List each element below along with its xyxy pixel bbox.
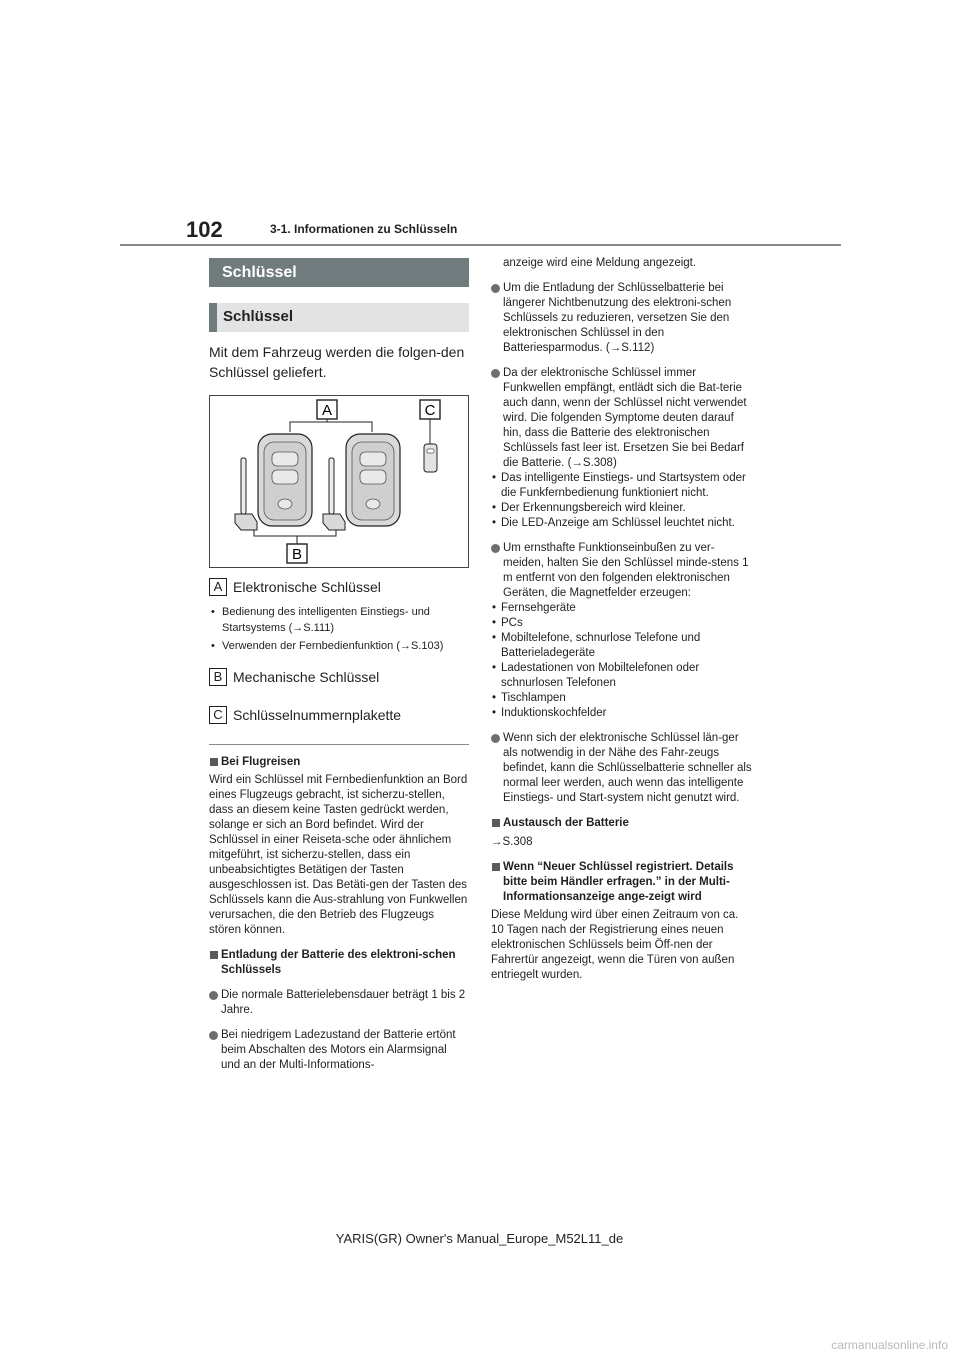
intro-text: Mit dem Fahrzeug werden die folgen-den Schlüssel geliefert.: [209, 344, 465, 380]
electronic-key-2: [346, 434, 400, 526]
right-dot-1: Um die Entladung der Schlüsselbatterie bei längerer Nichtbenutzung des elektroni-schen Schlüssels zu reduzieren, versetzen Sie den elektronischen Schlüssel in den Batteriesparmodus. (→S.112): [491, 281, 753, 356]
chapter-title: 3-1. Informationen zu Schlüsseln: [270, 222, 458, 236]
electronic-key-1: [258, 434, 312, 526]
legend-b-letter: B: [209, 668, 227, 686]
new-key-heading: Wenn “Neuer Schlüssel registriert. Details bitte beim Händler erfragen.” in der Multi-Informationsanzeige ange-zeigt wird: [491, 860, 753, 905]
device-list: [491, 601, 753, 721]
mechanical-key-1: [235, 458, 257, 530]
keys-illustration: [210, 396, 468, 567]
new-key-text: Diese Meldung wird über einen Zeitraum von ca. 10 Tagen nach der Registrierung eines neuen elektronischen Schlüssels beim Öff-nen der Fahrertür angezeigt, wenn die Türen von außen entriegelt wurden.: [491, 909, 739, 981]
figure-label-b-text: B: [291, 546, 303, 563]
list-item: • Tischlampen: [491, 691, 753, 706]
list-item: • Die LED-Anzeige am Schlüssel leuchtet nicht.: [491, 516, 753, 531]
key-number-plate: [424, 444, 437, 472]
legend-c-letter: C: [209, 706, 227, 724]
legend-a-bullets: [209, 604, 469, 654]
list-item: • Ladestationen von Mobiltelefonen oder schnurlosen Telefonen: [491, 661, 753, 691]
subsection-title: Schlüssel: [209, 303, 469, 332]
watermark: carmanualsonline.info: [831, 1338, 948, 1352]
figure-label-a-text: A: [321, 402, 333, 419]
right-dot-3: Um ernsthafte Funktionseinbußen zu ver-meiden, halten Sie den Schlüssel minde-stens 1 m entfernt von den folgenden elektronischen Geräten, die Magnetfelder erzeugen:: [491, 541, 753, 601]
list-item: • Das intelligente Einstiegs- und Startsystem oder die Funkfernbedienung funktioniert nicht.: [491, 471, 753, 501]
list-item: • Verwenden der Fernbedienfunktion (→S.103): [209, 638, 469, 654]
figure-label-c: [420, 400, 440, 419]
mechanical-key-2: [323, 458, 345, 530]
right-column: [491, 256, 753, 983]
left-column: [209, 258, 469, 1073]
footer: [0, 1231, 960, 1246]
figure-label-a: [317, 400, 337, 419]
page-number: 102: [186, 217, 223, 242]
section-divider: [209, 744, 469, 745]
list-item: • Der Erkennungsbereich wird kleiner.: [491, 501, 753, 516]
legend-c: [209, 706, 469, 724]
symptom-list: [491, 471, 753, 531]
replace-heading: Austausch der Batterie: [491, 816, 753, 831]
legend-a: [209, 578, 469, 596]
continued-text: anzeige wird eine Meldung angezeigt.: [503, 257, 697, 269]
list-item: • PCs: [491, 616, 753, 631]
figure-label-c-text: C: [424, 402, 436, 419]
list-item: • Bedienung des intelligenten Einstiegs- und Startsystems (→S.111): [209, 604, 469, 636]
legend-c-text: Schlüsselnummernplakette: [233, 707, 402, 723]
list-item: • Mobiltelefone, schnurlose Telefone und Batterieladegeräte: [491, 631, 753, 661]
key-figure: [209, 395, 469, 568]
battery-heading: Entladung der Batterie des elektroni-schen Schlüssels: [209, 948, 469, 978]
legend-a-text: Elektronische Schlüssel: [233, 579, 381, 595]
list-item: • Induktionskochfelder: [491, 706, 753, 721]
right-dot-2: Da der elektronische Schlüssel immer Funkwellen empfängt, entlädt sich die Bat-terie auch dann, wenn der Schlüssel nicht verwendet wird. Die folgenden Symptome deuten darauf hin, dass die Batterie des elektronischen Schlüssels fast leer ist. Ersetzen Sie bei Bedarf die Batterie. (→S.308): [491, 366, 753, 471]
figure-label-b: [287, 544, 307, 563]
replace-ref: →S.308: [491, 836, 533, 848]
legend-a-letter: A: [209, 578, 227, 596]
legend-b: [209, 668, 469, 686]
battery-dot-2: Bei niedrigem Ladezustand der Batterie ertönt beim Abschalten des Motors ein Alarmsignal und an der Multi-Informations-: [209, 1028, 469, 1073]
flight-text: Wird ein Schlüssel mit Fernbedienfunktion an Bord eines Flugzeugs gebracht, ist sicherzu-stellen, dass an diesem keine Tasten gedrückt werden, solange er sich an Bord befindet. Wird der Schlüssel in einer Reiseta-sche oder ähnlichem mitgeführt, ist sicherzu-stellen, dass ein unbeabsichtigtes Betätigen der Tasten ausgeschlossen ist. Das Betäti-gen der Tasten des Schlüssels kann die Aus-strahlung von Funkwellen verursachen, die den Betrieb des Flugzeugs stören können.: [209, 774, 468, 936]
legend-b-text: Mechanische Schlüssel: [233, 669, 380, 685]
flight-heading: Bei Flugreisen: [209, 755, 469, 770]
section-title: Schlüssel: [209, 258, 469, 287]
header-rule: [120, 244, 841, 246]
list-item: • Fernsehgeräte: [491, 601, 753, 616]
battery-dot-1: Die normale Batterielebensdauer beträgt 1 bis 2 Jahre.: [209, 988, 469, 1018]
right-dot-4: Wenn sich der elektronische Schlüssel län-ger als notwendig in der Nähe des Fahr-zeugs befindet, kann die Schlüsselbatterie schneller als normal leer werden, auch wenn das intelligente Einstiegs- und Start-system nicht genutzt wird.: [491, 731, 753, 806]
footer-text: YARIS(GR) Owner's Manual_Europe_M52L11_de: [335, 1231, 624, 1246]
